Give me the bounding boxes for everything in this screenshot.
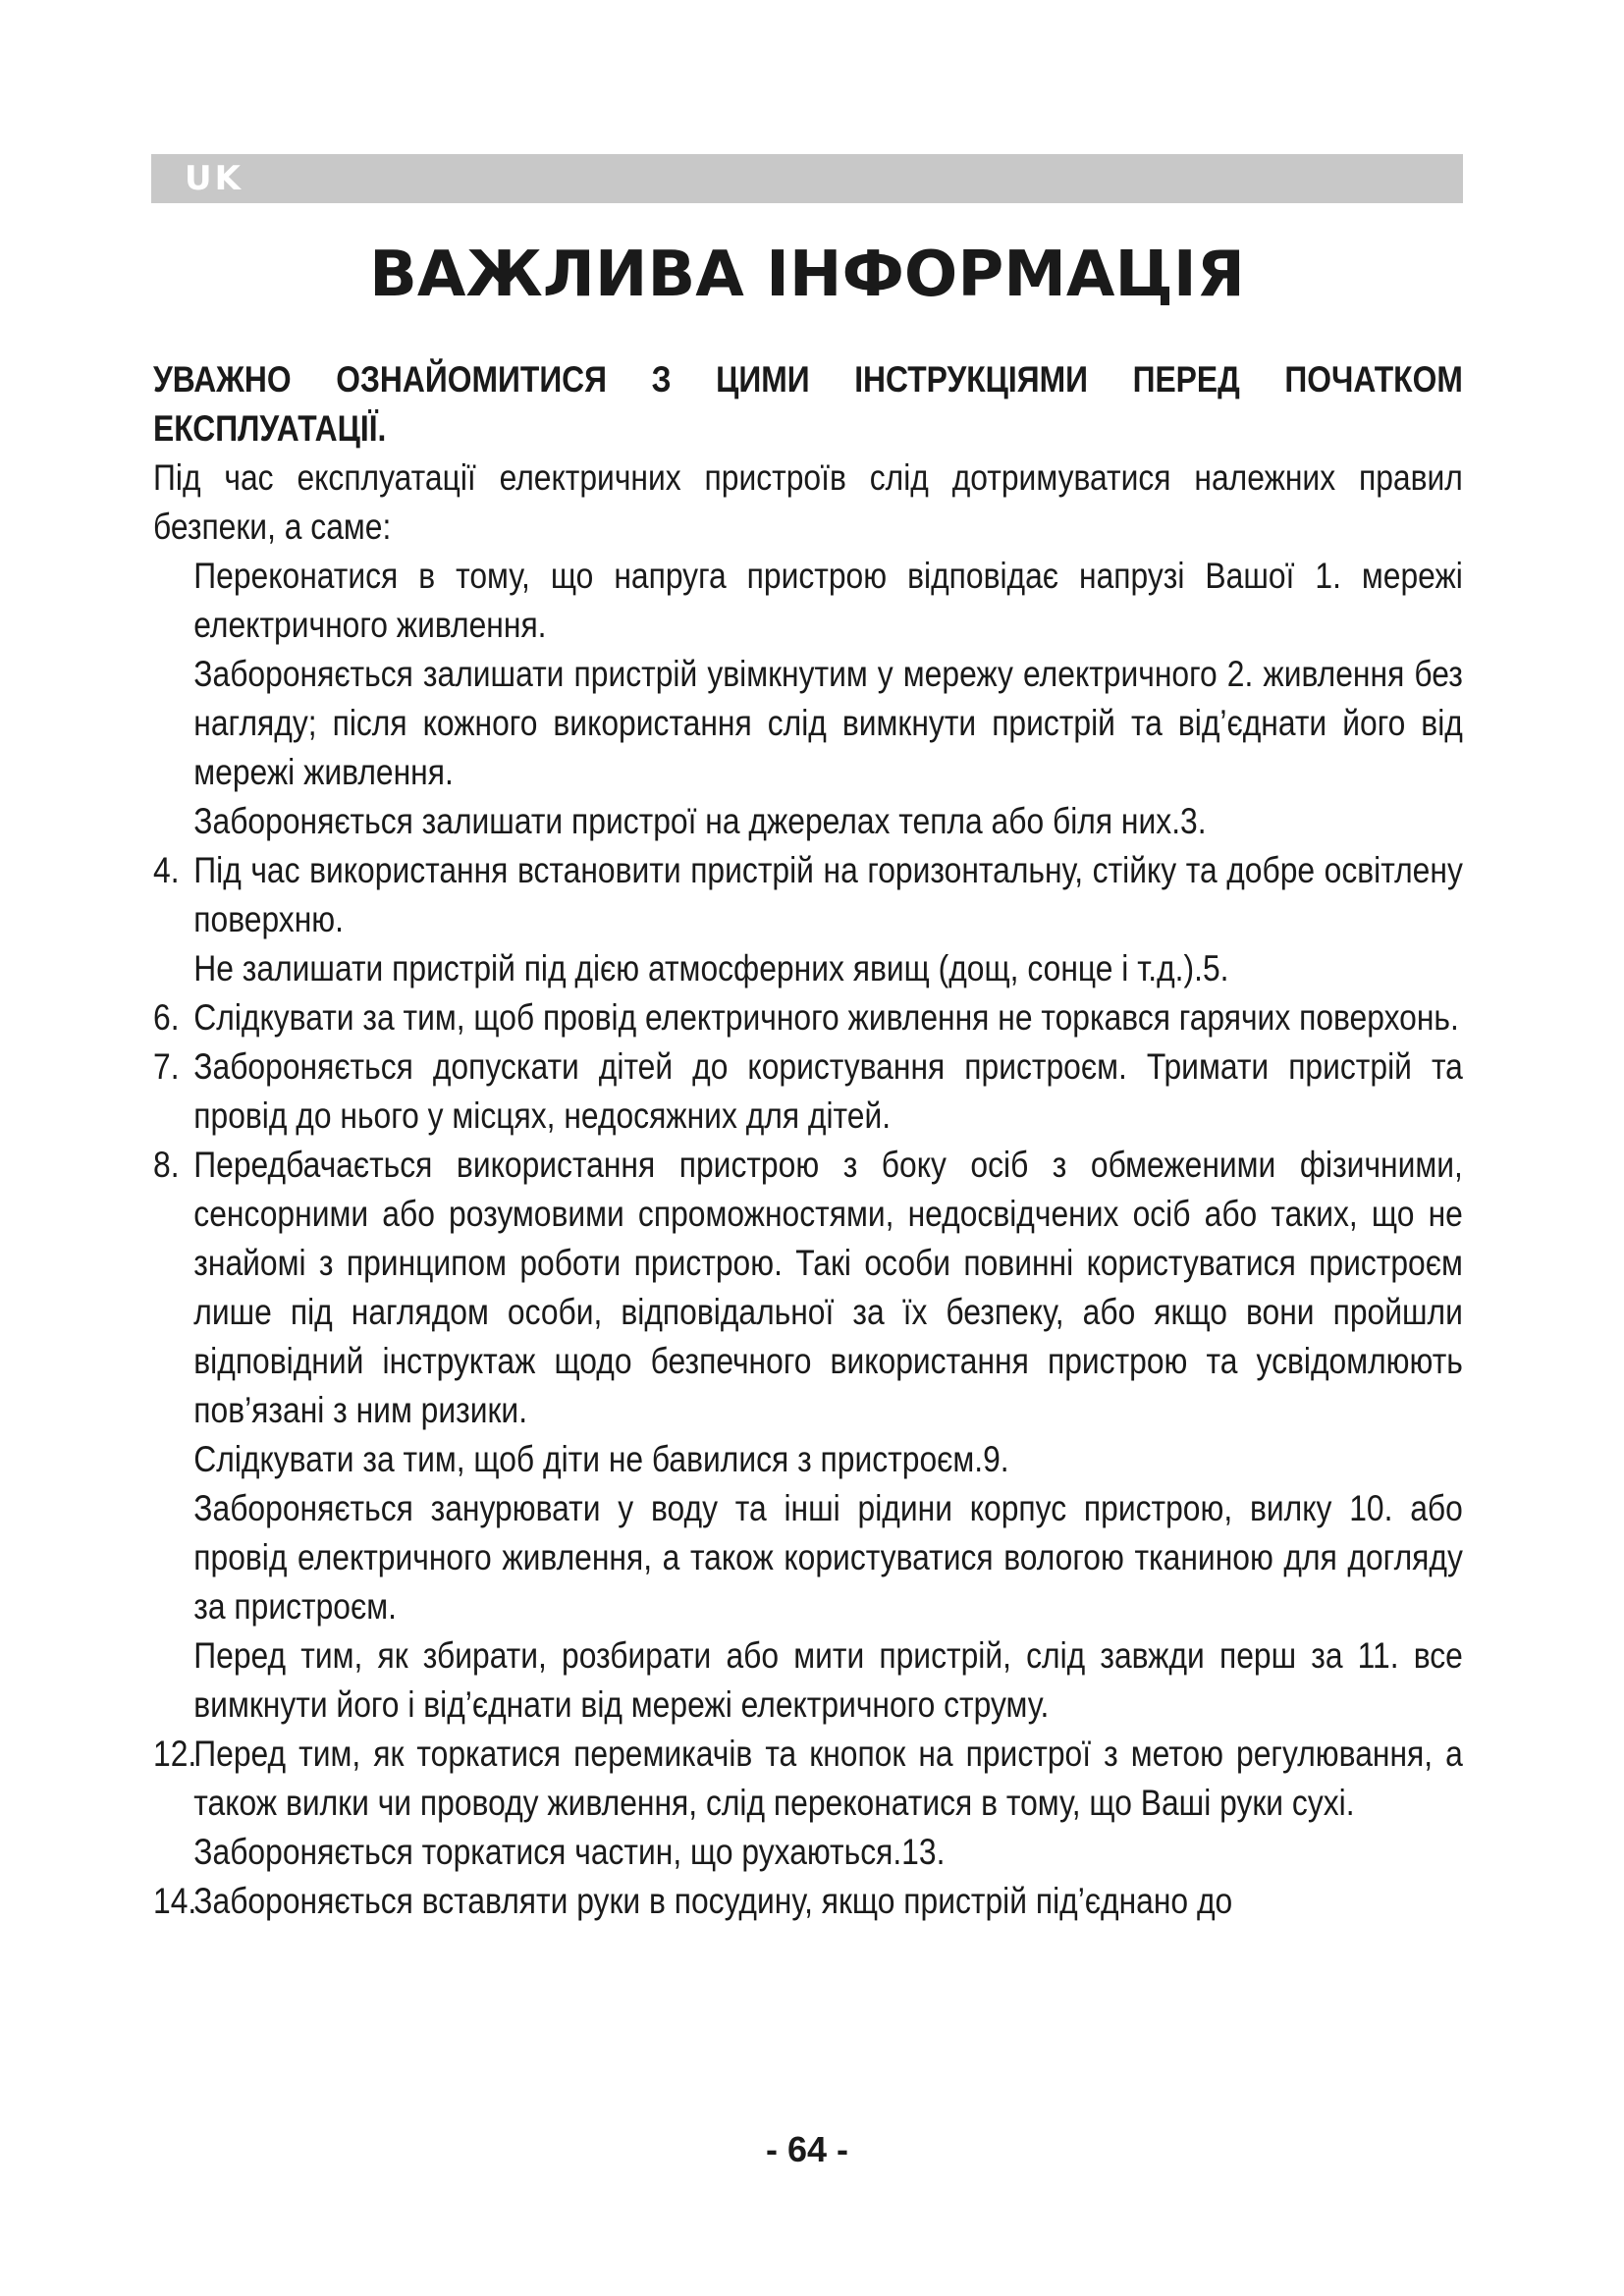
list-item (153, 1435, 1463, 1484)
list-item (153, 1730, 1463, 1828)
item-number: 7. (153, 1046, 180, 1087)
item-text: Забороняється торкатися частин, що рухаються.13. (193, 1832, 946, 1872)
lead-warning: УВАЖНО ОЗНАЙОМИТИСЯ З ЦИМИ ІНСТРУКЦІЯМИ ПЕРЕД ПОЧАТКОМ ЕКСПЛУАТАЦІЇ. (153, 359, 1463, 449)
list-item (153, 1631, 1463, 1730)
intro-paragraph: Під час експлуатації електричних пристроїв слід дотримуватися належних правил безпеки, а саме: (153, 457, 1463, 547)
item-text: Забороняється допускати дітей до користування пристроєм. Тримати пристрій та провід до нього у місцях, недосяжних для дітей. (193, 1046, 1463, 1136)
page-title: ВАЖЛИВА ІНФОРМАЦІЯ (369, 239, 1245, 311)
item-text: Передбачається використання пристрою з боку осіб з обмеженими фізичними, сенсорними або розумовими спроможностями, недосвідчених осіб або таких, що не знайомі з принципом роботи пристрою. Такі особи повинні користуватися пристроєм лише під наглядом особи, відповідальної за їх безпеку, або якщо вони пройшли відповідний інструктаж щодо безпечного використання пристрою та усвідомлюють пов’язані з ним ризики. (193, 1145, 1463, 1430)
item-text: Під час використання встановити пристрій на горизонтальну, стійку та добре освітлену поверхню. (193, 850, 1463, 939)
list-item (153, 650, 1463, 797)
item-text: Забороняється залишати пристрій увімкнутим у мережу електричного 2. живлення без нагляду; після кожного використання слід вимкнути пристрій та від’єднати його від мережі живлення. (193, 654, 1463, 792)
list-item (153, 1141, 1463, 1435)
list-item (153, 846, 1463, 944)
item-text: Забороняється занурювати у воду та інші рідини корпус пристрою, вилку 10. або провід електричного живлення, а також користуватися вологою тканиною для догляду за пристроєм. (193, 1488, 1463, 1627)
item-text: Слідкувати за тим, щоб провід електричного живлення не торкався гарячих поверхонь. (193, 997, 1459, 1038)
item-text: Слідкувати за тим, щоб діти не бавилися з пристроєм.9. (193, 1439, 1009, 1479)
list-item (153, 797, 1463, 846)
item-number: 4. (153, 850, 180, 890)
item-text: Перед тим, як торкатися перемикачів та кнопок на пристрої з метою регулювання, а також вилки чи проводу живлення, слід переконатися в тому, що Ваші руки сухі. (193, 1734, 1463, 1823)
item-number: 8. (153, 1145, 180, 1185)
item-text: Не залишати пристрій під дією атмосферних явищ (дощ, сонце і т.д.).5. (193, 948, 1229, 988)
list-item (153, 993, 1463, 1042)
safety-rules-list (153, 552, 1463, 1926)
list-item (153, 944, 1463, 993)
list-item (153, 1042, 1463, 1141)
item-number: 14. (153, 1881, 197, 1921)
item-number: 12. (153, 1734, 197, 1774)
language-code: UK (185, 159, 244, 198)
item-number: 6. (153, 997, 180, 1038)
item-text: Перед тим, як збирати, розбирати або мити пристрій, слід завжди перш за 11. все вимкнути його і від’єднати від мережі електричного струму. (193, 1635, 1463, 1725)
document-body (153, 355, 1463, 1926)
page-number: - 64 - (765, 2129, 849, 2169)
language-header-bar (151, 154, 1463, 203)
item-text: Забороняється залишати пристрої на джерелах тепла або біля них.3. (193, 801, 1207, 841)
item-text: Переконатися в тому, що напруга пристрою відповідає напрузі Вашої 1. мережі електричного живлення. (193, 556, 1463, 645)
list-item (153, 552, 1463, 650)
list-item (153, 1828, 1463, 1877)
list-item (153, 1877, 1463, 1926)
item-text: Забороняється вставляти руки в посудину, якщо пристрій під’єднано до (193, 1881, 1233, 1921)
list-item (153, 1484, 1463, 1631)
